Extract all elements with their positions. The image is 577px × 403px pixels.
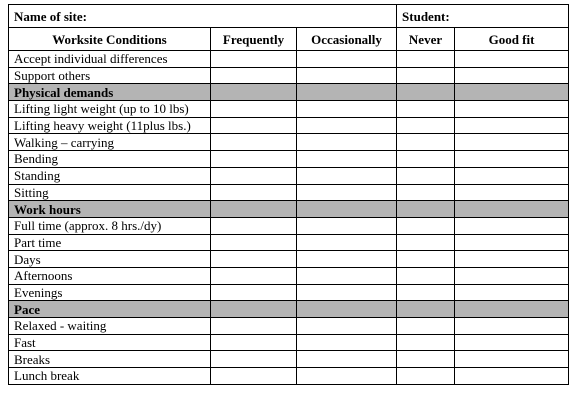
never-cell[interactable] [397, 134, 455, 151]
section-label: Work hours [9, 201, 211, 218]
frequently-cell[interactable] [211, 167, 297, 184]
frequently-cell[interactable] [211, 234, 297, 251]
condition-label: Lunch break [9, 368, 211, 385]
occasionally-cell[interactable] [297, 284, 397, 301]
site-name-label: Name of site: [14, 8, 87, 24]
occasionally-cell[interactable] [297, 334, 397, 351]
frequently-cell[interactable] [211, 351, 297, 368]
never-cell[interactable] [397, 368, 455, 385]
occasionally-cell[interactable] [297, 101, 397, 118]
frequently-cell[interactable] [211, 251, 297, 268]
frequently-cell[interactable] [211, 151, 297, 168]
condition-row [9, 351, 569, 368]
condition-row [9, 284, 569, 301]
frequently-cell[interactable] [211, 134, 297, 151]
frequently-cell[interactable] [211, 318, 297, 335]
condition-row [9, 51, 569, 68]
site-name-field[interactable] [9, 5, 397, 28]
condition-label: Sitting [9, 184, 211, 201]
occasionally-cell[interactable] [297, 368, 397, 385]
condition-label: Lifting heavy weight (11plus lbs.) [9, 117, 211, 134]
condition-label: Evenings [9, 284, 211, 301]
never-cell[interactable] [397, 334, 455, 351]
condition-row [9, 334, 569, 351]
never-cell[interactable] [397, 217, 455, 234]
frequently-cell[interactable] [211, 67, 297, 84]
condition-label: Accept individual differences [9, 51, 211, 68]
condition-label: Standing [9, 167, 211, 184]
frequently-cell[interactable] [211, 334, 297, 351]
condition-label: Bending [9, 151, 211, 168]
condition-row [9, 151, 569, 168]
condition-label: Days [9, 251, 211, 268]
never-cell[interactable] [397, 67, 455, 84]
never-cell[interactable] [397, 251, 455, 268]
section-good-fit-cell [455, 84, 569, 101]
occasionally-cell[interactable] [297, 234, 397, 251]
section-header-row [9, 84, 569, 101]
never-cell[interactable] [397, 351, 455, 368]
section-label: Physical demands [9, 84, 211, 101]
good-fit-cell[interactable] [455, 217, 569, 234]
condition-row [9, 167, 569, 184]
header-row [9, 5, 569, 28]
good-fit-cell[interactable] [455, 368, 569, 385]
column-header-row [9, 28, 569, 51]
column-header-never: Never [397, 28, 455, 51]
student-field[interactable] [397, 5, 569, 28]
condition-label: Relaxed - waiting [9, 318, 211, 335]
good-fit-cell[interactable] [455, 151, 569, 168]
condition-row [9, 67, 569, 84]
occasionally-cell[interactable] [297, 267, 397, 284]
condition-row [9, 368, 569, 385]
frequently-cell[interactable] [211, 217, 297, 234]
occasionally-cell[interactable] [297, 217, 397, 234]
never-cell[interactable] [397, 234, 455, 251]
section-never-cell [397, 301, 455, 318]
good-fit-cell[interactable] [455, 51, 569, 68]
section-occasionally-cell [297, 301, 397, 318]
good-fit-cell[interactable] [455, 318, 569, 335]
section-frequently-cell [211, 84, 297, 101]
never-cell[interactable] [397, 184, 455, 201]
frequently-cell[interactable] [211, 117, 297, 134]
student-label: Student: [402, 8, 450, 24]
never-cell[interactable] [397, 117, 455, 134]
good-fit-cell[interactable] [455, 67, 569, 84]
good-fit-cell[interactable] [455, 134, 569, 151]
occasionally-cell[interactable] [297, 167, 397, 184]
worksite-conditions-table [8, 4, 569, 385]
never-cell[interactable] [397, 101, 455, 118]
condition-row [9, 318, 569, 335]
occasionally-cell[interactable] [297, 351, 397, 368]
column-header-occasionally: Occasionally [297, 28, 397, 51]
occasionally-cell[interactable] [297, 51, 397, 68]
section-frequently-cell [211, 301, 297, 318]
good-fit-cell[interactable] [455, 117, 569, 134]
condition-row [9, 251, 569, 268]
occasionally-cell[interactable] [297, 67, 397, 84]
condition-label: Full time (approx. 8 hrs./dy) [9, 217, 211, 234]
section-header-row [9, 201, 569, 218]
column-header-good-fit: Good fit [455, 28, 569, 51]
condition-label: Breaks [9, 351, 211, 368]
column-header-frequently: Frequently [211, 28, 297, 51]
frequently-cell[interactable] [211, 267, 297, 284]
never-cell[interactable] [397, 51, 455, 68]
occasionally-cell[interactable] [297, 251, 397, 268]
section-good-fit-cell [455, 301, 569, 318]
never-cell[interactable] [397, 318, 455, 335]
good-fit-cell[interactable] [455, 184, 569, 201]
section-never-cell [397, 201, 455, 218]
condition-label: Afternoons [9, 267, 211, 284]
frequently-cell[interactable] [211, 368, 297, 385]
occasionally-cell[interactable] [297, 134, 397, 151]
frequently-cell[interactable] [211, 284, 297, 301]
section-never-cell [397, 84, 455, 101]
section-occasionally-cell [297, 84, 397, 101]
good-fit-cell[interactable] [455, 234, 569, 251]
condition-row [9, 217, 569, 234]
condition-row [9, 234, 569, 251]
never-cell[interactable] [397, 151, 455, 168]
good-fit-cell[interactable] [455, 167, 569, 184]
condition-label: Fast [9, 334, 211, 351]
condition-row [9, 117, 569, 134]
occasionally-cell[interactable] [297, 151, 397, 168]
good-fit-cell[interactable] [455, 284, 569, 301]
good-fit-cell[interactable] [455, 351, 569, 368]
condition-row [9, 184, 569, 201]
good-fit-cell[interactable] [455, 101, 569, 118]
condition-row [9, 101, 569, 118]
occasionally-cell[interactable] [297, 184, 397, 201]
condition-label: Walking – carrying [9, 134, 211, 151]
section-header-row [9, 301, 569, 318]
occasionally-cell[interactable] [297, 318, 397, 335]
good-fit-cell[interactable] [455, 267, 569, 284]
section-label: Pace [9, 301, 211, 318]
occasionally-cell[interactable] [297, 117, 397, 134]
condition-row [9, 267, 569, 284]
good-fit-cell[interactable] [455, 251, 569, 268]
frequently-cell[interactable] [211, 101, 297, 118]
frequently-cell[interactable] [211, 51, 297, 68]
condition-label: Support others [9, 67, 211, 84]
good-fit-cell[interactable] [455, 334, 569, 351]
condition-label: Part time [9, 234, 211, 251]
never-cell[interactable] [397, 267, 455, 284]
section-occasionally-cell [297, 201, 397, 218]
never-cell[interactable] [397, 167, 455, 184]
frequently-cell[interactable] [211, 184, 297, 201]
condition-label: Lifting light weight (up to 10 lbs) [9, 101, 211, 118]
section-frequently-cell [211, 201, 297, 218]
condition-row [9, 134, 569, 151]
section-good-fit-cell [455, 201, 569, 218]
never-cell[interactable] [397, 284, 455, 301]
column-header-conditions: Worksite Conditions [9, 28, 211, 51]
